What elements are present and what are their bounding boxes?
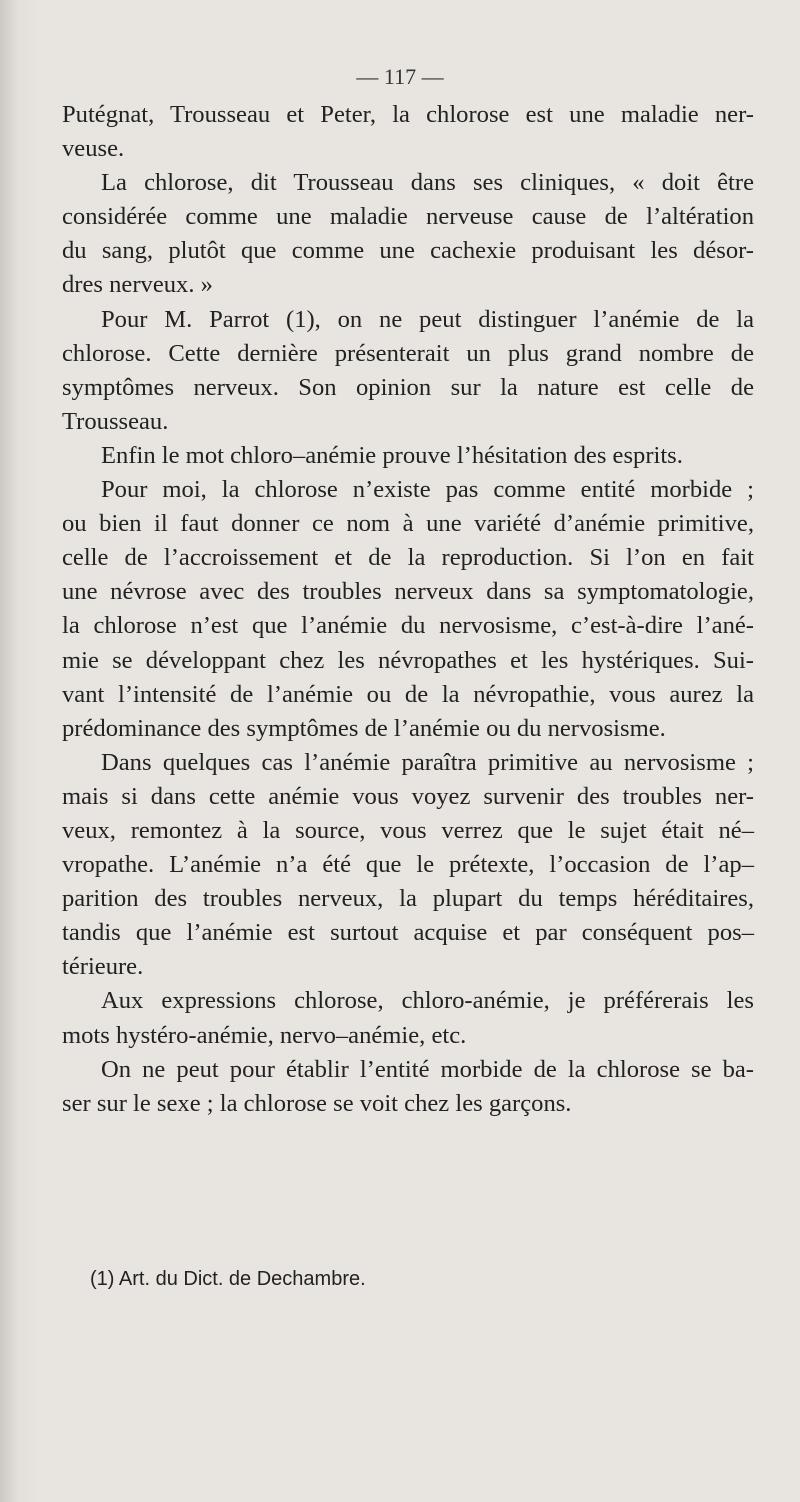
text-line: mais si dans cette anémie vous voyez survenir des troubles ner- <box>62 782 754 810</box>
text-line: veuse. <box>62 135 125 163</box>
text-line: une névrose avec des troubles nerveux dans sa symptomatologie, <box>62 578 754 606</box>
text-line: La chlorose, dit Trousseau dans ses cliniques, « doit être <box>101 169 754 197</box>
text-line: symptômes nerveux. Son opinion sur la nature est celle de <box>62 373 754 401</box>
page-number: — 117 — <box>356 64 444 89</box>
text-line: vant l’intensité de l’anémie ou de la névropathie, vous aurez la <box>62 680 754 708</box>
text-line: Pour M. Parrot (1), on ne peut distinguer l’anémie de la <box>101 305 754 333</box>
text-line: térieure. <box>62 953 144 981</box>
text-line: chlorose. Cette dernière présenterait un plus grand nombre de <box>62 339 754 367</box>
text-line: du sang, plutôt que comme une cachexie produisant les désor- <box>62 237 754 265</box>
text-line: considérée comme une maladie nerveuse cause de l’altération <box>62 203 754 231</box>
text-line: Pour moi, la chlorose n’existe pas comme entité morbide ; <box>101 476 754 504</box>
text-line: ser sur le sexe ; la chlorose se voit chez les garçons. <box>62 1089 572 1117</box>
text-line: Dans quelques cas l’anémie paraîtra primitive au nervosisme ; <box>101 748 754 776</box>
text-line: Trousseau. <box>62 407 169 435</box>
text-line: ou bien il faut donner ce nom à une variété d’anémie primitive, <box>62 510 754 538</box>
footnote: (1) Art. du Dict. de Dechambre. <box>90 1268 366 1290</box>
text-line: parition des troubles nerveux, la plupart du temps héréditaires, <box>62 885 754 913</box>
text-line: mie se développant chez les névropathes et les hystériques. Sui- <box>62 646 754 674</box>
text-line: veux, remontez à la source, vous verrez que le sujet était né– <box>62 816 754 844</box>
text-line: la chlorose n’est que l’anémie du nervosisme, c’est-à-dire l’ané- <box>62 612 754 640</box>
body-text <box>62 98 754 1121</box>
text-line: On ne peut pour établir l’entité morbide de la chlorose se ba- <box>101 1055 754 1083</box>
text-line: Putégnat, Trousseau et Peter, la chlorose est une maladie ner- <box>62 101 754 128</box>
text-line: Aux expressions chlorose, chloro-anémie, je préférerais les <box>101 987 754 1015</box>
text-line: tandis que l’anémie est surtout acquise et par conséquent pos– <box>62 919 754 947</box>
text-line: dres nerveux. » <box>62 271 213 299</box>
text-line: Enfin le mot chloro–anémie prouve l’hésitation des esprits. <box>101 441 683 469</box>
text-line: prédominance des symptômes de l’anémie ou du nervosisme. <box>62 714 666 742</box>
text-line: mots hystéro-anémie, nervo–anémie, etc. <box>62 1021 467 1049</box>
text-line: vropathe. L’anémie n’a été que le prétexte, l’occasion de l’ap– <box>62 851 754 879</box>
text-line: celle de l’accroissement et de la reproduction. Si l’on en fait <box>62 544 754 572</box>
